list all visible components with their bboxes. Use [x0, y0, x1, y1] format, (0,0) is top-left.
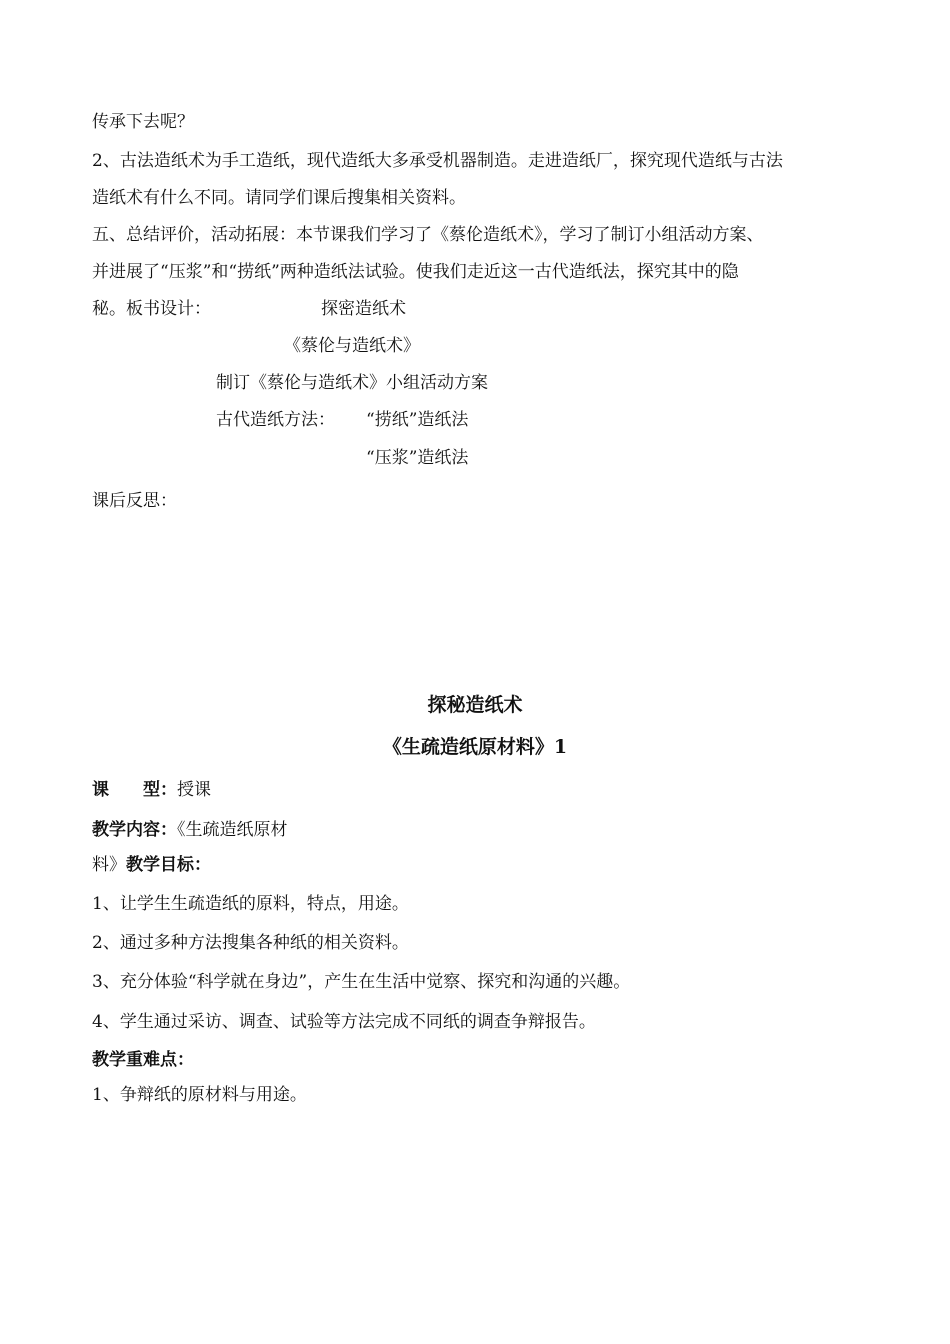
lesson-content-cont-text: 料》	[92, 855, 126, 875]
goal-item: 4、学生通过采访、调查、试验等方法完成不同纸的调查争辩报告。	[92, 1012, 596, 1032]
text-line: 五、总结评价，活动拓展：本节课我们学习了《蔡伦造纸术》，学习了制订小组活动方案、	[92, 225, 764, 245]
goal-item: 1、让学生生疏造纸的原料，特点，用途。	[92, 894, 409, 914]
lesson-type	[92, 778, 211, 802]
board-title: 《蔡伦与造纸术》	[284, 336, 420, 356]
lesson-content-cont	[92, 853, 211, 877]
goal-item: 3、充分体验“科学就在身边”，产生在生活中觉察、探究和沟通的兴趣。	[92, 972, 631, 992]
board-method-2: “压浆”造纸法	[366, 448, 469, 468]
text-line: 并进展了“压浆”和“捞纸”两种造纸法试验。使我们走近这一古代造纸法，探究其中的隐	[92, 262, 739, 282]
board-plan: 制订《蔡伦与造纸术》小组活动方案	[216, 373, 488, 393]
section-subtitle: 《生疏造纸原材料》1	[382, 736, 568, 758]
lesson-type-value: 授课	[177, 780, 211, 800]
board-heading: 探密造纸术	[321, 299, 406, 319]
text-line: 2、古法造纸术为手工造纸，现代造纸大多承受机器制造。走进造纸厂，探究现代造纸与古法	[92, 151, 783, 171]
text-line: 造纸术有什么不同。请同学们课后搜集相关资料。	[92, 188, 466, 208]
key-points-label: 教学重难点：	[92, 1050, 194, 1070]
lesson-type-label: 课 型：	[92, 780, 177, 800]
goal-item: 2、通过多种方法搜集各种纸的相关资料。	[92, 933, 409, 953]
board-method-1: “捞纸”造纸法	[366, 410, 469, 430]
lesson-content-value: 《生疏造纸原材	[177, 820, 288, 840]
text-line: 秘。板书设计：	[92, 299, 211, 319]
board-methods-label: 古代造纸方法：	[216, 410, 335, 430]
goals-label: 教学目标：	[126, 855, 211, 875]
section-title: 探秘造纸术	[427, 694, 523, 716]
key-point-item: 1、争辩纸的原材料与用途。	[92, 1085, 307, 1105]
reflection-label: 课后反思：	[92, 491, 177, 511]
text-line: 传承下去呢？	[92, 112, 194, 132]
lesson-content	[92, 818, 288, 842]
lesson-content-label: 教学内容：	[92, 820, 177, 840]
